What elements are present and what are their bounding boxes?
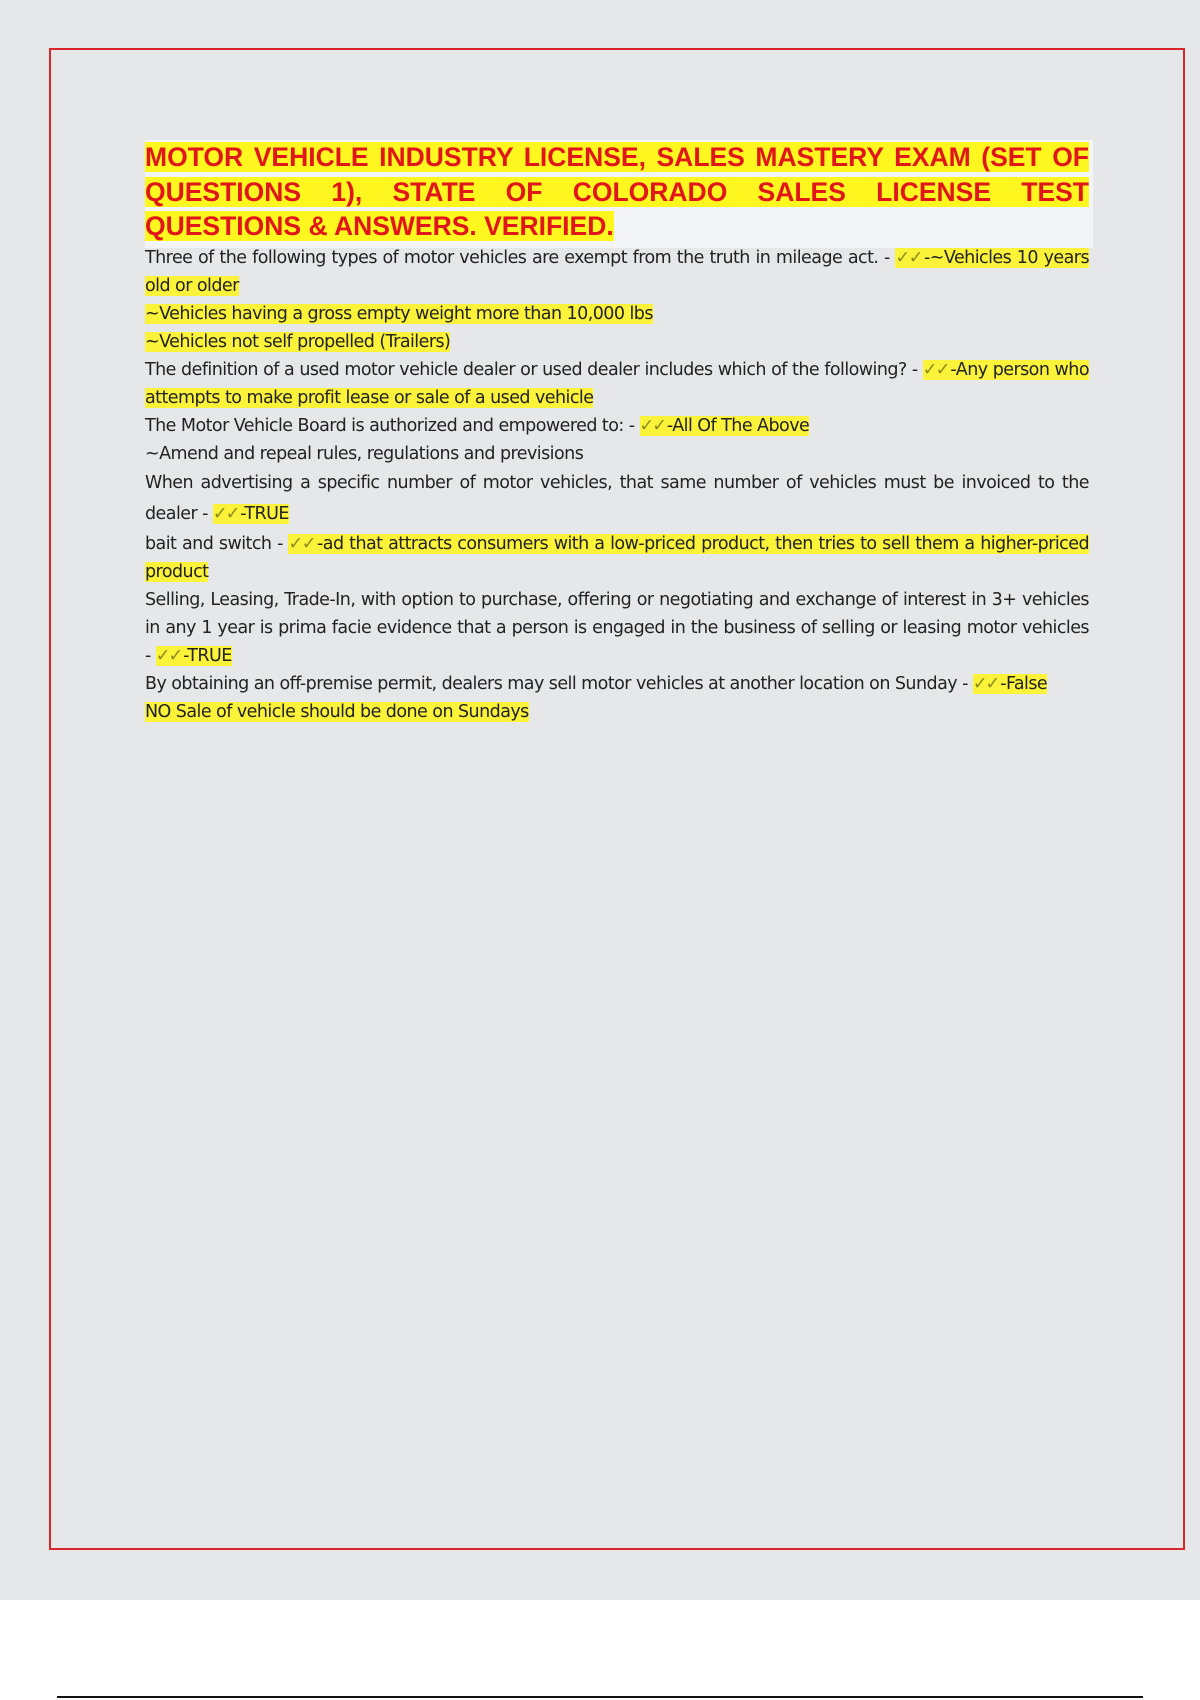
qa-item [145,468,1089,530]
answer-text: -TRUE [183,645,232,666]
double-check-icon: ✓✓ [922,359,949,380]
answer-extra-highlight: ~Vehicles having a gross empty weight more than 10,000 lbs [145,303,653,324]
document-content [145,140,1089,726]
qa-item [145,670,1089,698]
question-text: When advertising a specific number of motor vehicles, that same number of vehicles must be invoiced to the dealer - [145,472,1089,524]
qa-item [145,356,1089,412]
answer-extra: ~Amend and repeal rules, regulations and previsions [145,443,584,464]
answer-highlight [156,646,232,666]
question-text: Three of the following types of motor vehicles are exempt from the truth in mileage act. - [145,247,896,268]
answer-text: -ad that attracts consumers with a low-priced product, then tries to sell them a higher-priced product [145,533,1090,582]
double-check-icon: ✓✓ [895,247,922,268]
answer-extra [145,300,1089,328]
question-text: bait and switch - [145,533,289,554]
question-text: The Motor Vehicle Board is authorized and empowered to: - [145,415,640,436]
qa-item [145,244,1089,300]
answer-text: -All Of The Above [666,415,810,436]
qa-list [145,244,1089,726]
answer-text: -False [1000,673,1048,694]
answer-highlight [640,416,810,436]
double-check-icon: ✓✓ [288,533,316,554]
footer-divider [57,1696,1143,1698]
answer-highlight [973,674,1047,694]
double-check-icon: ✓✓ [212,503,239,524]
answer-text: -~Vehicles 10 years old or older [145,247,1090,296]
answer-text: -Any person who attempts to make profit lease or sale of a used vehicle [145,359,1089,408]
qa-item [145,530,1089,586]
answer-highlight [213,504,289,524]
answer-extra-highlight: ~Vehicles not self propelled (Trailers) [145,331,451,352]
double-check-icon: ✓✓ [972,673,999,694]
qa-item [145,412,1089,440]
answer-text: -TRUE [240,503,289,524]
double-check-icon: ✓✓ [155,645,182,666]
title-highlight: MOTOR VEHICLE INDUSTRY LICENSE, SALES MASTERY EXAM (SET OF QUESTIONS 1), STATE OF COLORADO SALES LICENSE TEST QUESTIONS & ANSWERS. VERIFIED. [145,142,1089,241]
document-title [145,140,1089,244]
question-text: The definition of a used motor vehicle dealer or used dealer includes which of the following? - [145,359,923,380]
answer-extra [145,698,1089,726]
answer-extra [145,328,1089,356]
answer-extra-highlight: NO Sale of vehicle should be done on Sundays [145,701,529,722]
question-text: By obtaining an off-premise permit, dealers may sell motor vehicles at another location on Sunday - [145,673,973,694]
qa-item [145,586,1089,670]
double-check-icon: ✓✓ [639,415,665,436]
question-text: Selling, Leasing, Trade-In, with option to purchase, offering or negotiating and exchange of interest in 3+ vehicles in any 1 year is prima facie evidence that a person is engaged in the business of selling or leasing motor vehicles - [145,589,1089,666]
